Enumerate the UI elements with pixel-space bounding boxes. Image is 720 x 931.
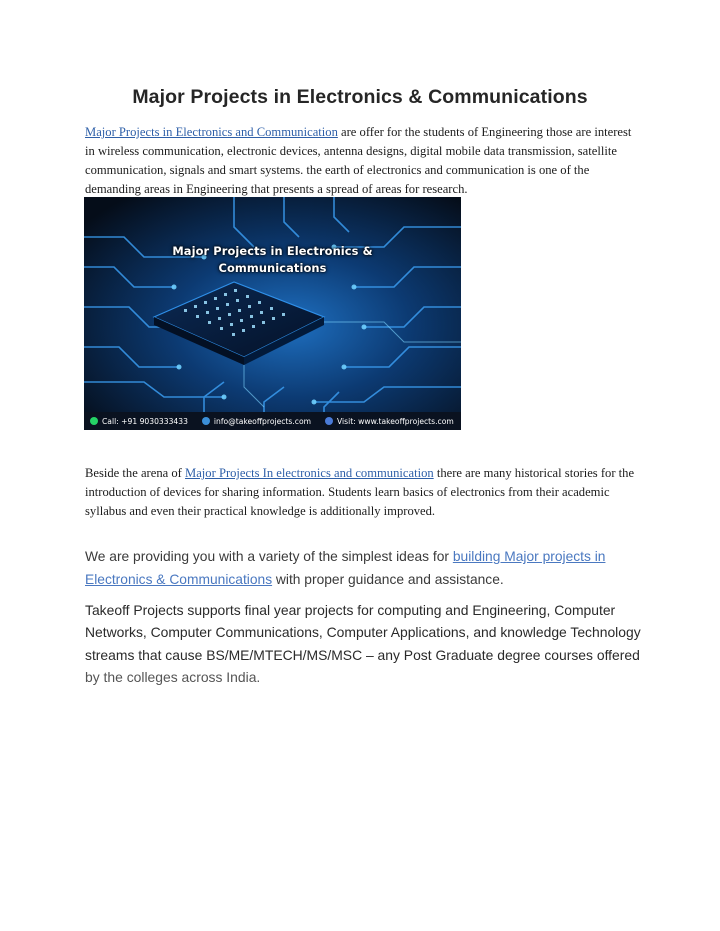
globe-icon: [325, 417, 333, 425]
banner-contact-bar: [84, 412, 461, 430]
banner-heading-line1: Major Projects in Electronics &: [172, 244, 373, 258]
banner-image: [84, 197, 461, 430]
ideas-post: with proper guidance and assistance.: [272, 571, 504, 587]
support-paragraph: [85, 599, 645, 689]
ideas-link[interactable]: building Major projects in Electronics & Communications: [85, 549, 606, 587]
banner-heading-line2: Communications: [218, 261, 327, 275]
banner-call: [90, 417, 188, 426]
whatsapp-icon: [90, 417, 98, 425]
banner-visit-text: Visit: www.takeoffprojects.com: [337, 416, 454, 426]
history-paragraph: [85, 464, 640, 521]
banner-email-text: info@takeoffprojects.com: [213, 416, 311, 426]
support-tail: by the colleges across India.: [85, 669, 261, 686]
intro-text: are offer for the students of Engineering those are interest in wireless communication, electronic devices, antenna designs, digital mobile data transmission, satellite communication, signals and smart systems. the earth of electronics and communication is one of the demanding areas in Engineering that presents a spread of areas for research.: [85, 125, 632, 196]
intro-paragraph: [85, 123, 640, 199]
history-text: there are many historical stories for the introduction of devices for sharing information. Students learn basics of electronics from their academic syllabus and even their practical knowledge is additionally improved.: [85, 466, 635, 518]
ideas-pre: We are providing you with a variety of the simplest ideas for: [85, 549, 453, 564]
banner-email: [202, 417, 311, 426]
banner-call-text: Call: +91 9030333433: [102, 416, 188, 426]
banner-heading: [84, 243, 461, 277]
banner-visit: [325, 417, 454, 426]
ideas-paragraph: [85, 546, 645, 591]
support-text: Takeoff Projects supports final year projects for computing and Engineering, Computer Networks, Computer Communications, Computer Applications, and knowledge Technology streams that cause BS/ME/MTECH/MS/MSC – any Post Graduate degree courses offered: [85, 602, 641, 663]
email-icon: [202, 417, 210, 425]
history-pre: Beside the arena of: [85, 466, 186, 480]
page-title: Major Projects in Electronics & Communications: [132, 86, 588, 108]
history-link[interactable]: Major Projects In electronics and communication: [185, 466, 434, 480]
circuit-board-graphic: [84, 197, 461, 430]
intro-link[interactable]: Major Projects in Electronics and Communication: [85, 125, 338, 139]
